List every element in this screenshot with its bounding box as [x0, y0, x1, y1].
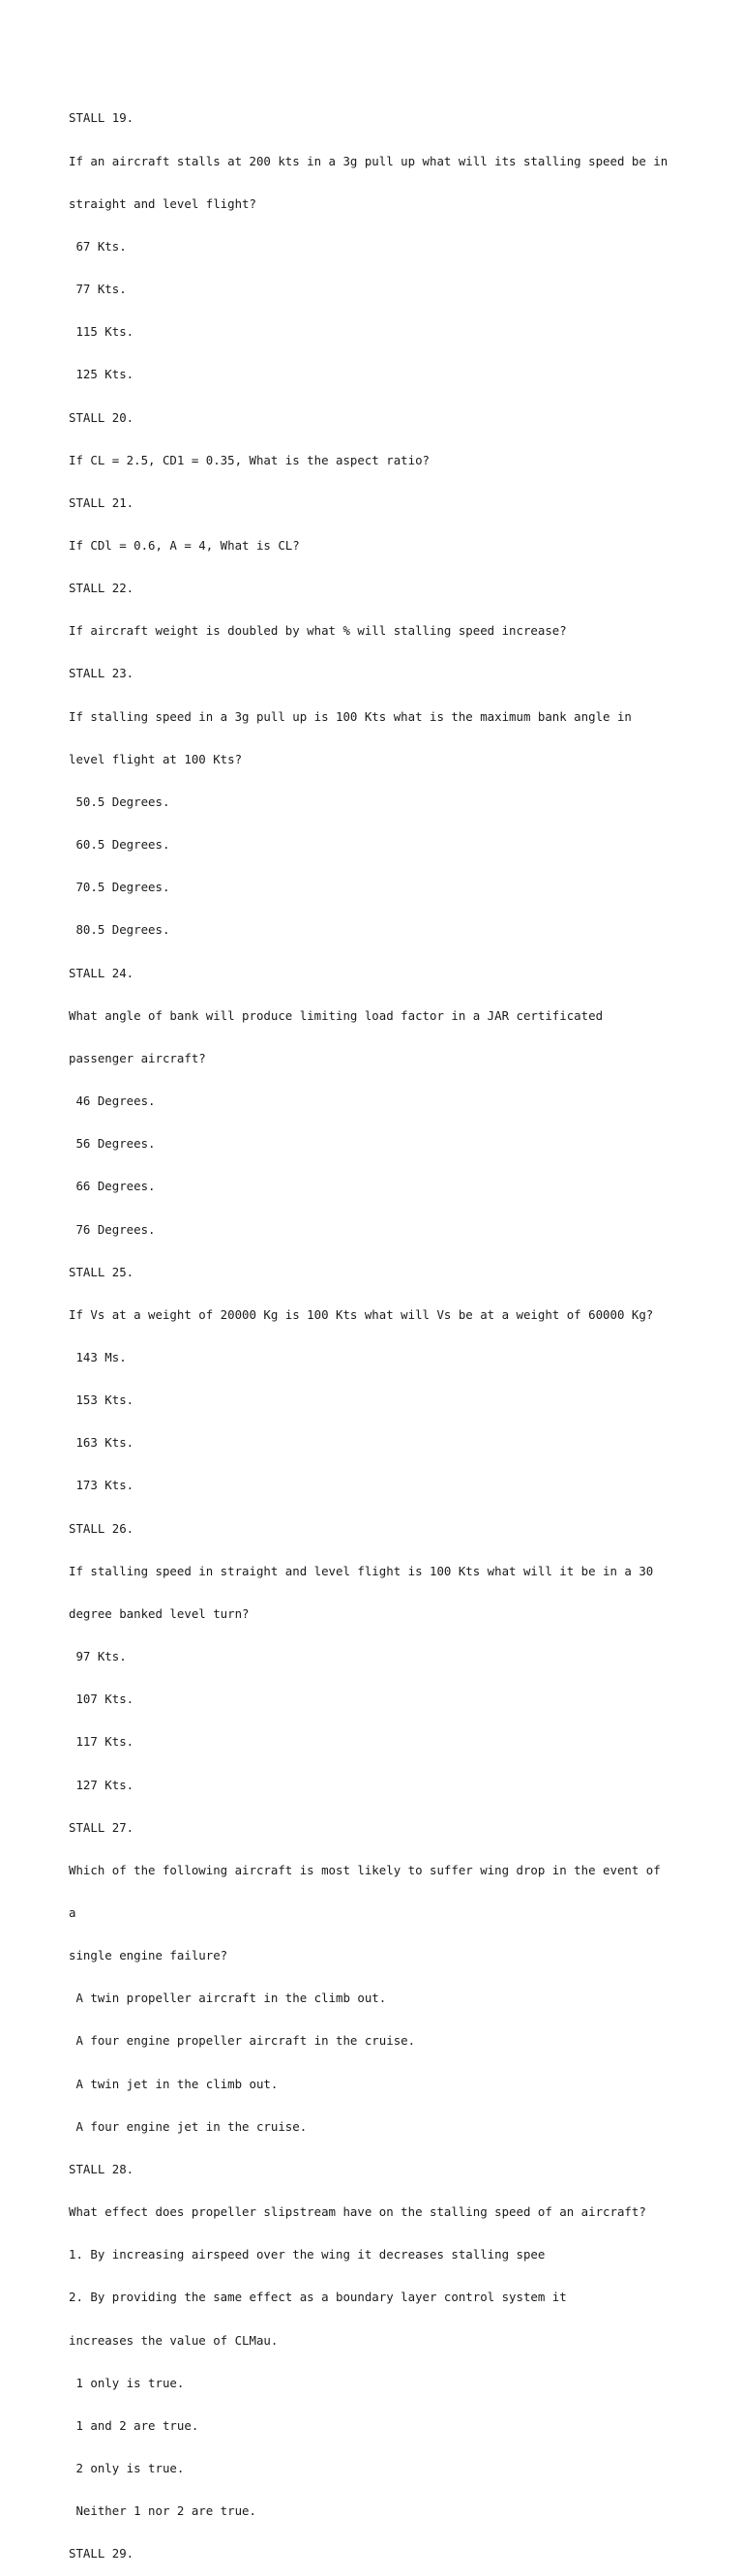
answer-option: 125 Kts.	[69, 367, 134, 382]
question-text: If CDl = 0.6, A = 4, What is CL?	[69, 538, 300, 553]
question-text: If stalling speed in straight and level flight is 100 Kts what will it be in a 30	[69, 1563, 654, 1578]
answer-option: 173 Kts.	[69, 1478, 134, 1493]
question-text: What angle of bank will produce limiting load factor in a JAR certificated	[69, 1007, 604, 1023]
answer-option: 153 Kts.	[69, 1393, 134, 1408]
answer-option: 107 Kts.	[69, 1692, 134, 1707]
answer-option: A twin propeller aircraft in the climb out.	[69, 1991, 387, 2006]
question-heading: STALL 29.	[69, 2546, 134, 2561]
answer-option: 76 Degrees.	[69, 1221, 156, 1237]
answer-option: 50.5 Degrees.	[69, 794, 170, 809]
answer-option: 2 only is true.	[69, 2461, 185, 2476]
question-heading: STALL 20.	[69, 409, 134, 425]
question-heading: STALL 25.	[69, 1264, 134, 1279]
answer-option: A four engine jet in the cruise.	[69, 2118, 308, 2134]
answer-option: 70.5 Degrees.	[69, 880, 170, 895]
question-heading: STALL 27.	[69, 1819, 134, 1835]
answer-option: 1 only is true.	[69, 2375, 185, 2390]
question-text: Which of the following aircraft is most likely to suffer wing drop in the event of	[69, 1862, 661, 1877]
answer-option: 80.5 Degrees.	[69, 922, 170, 938]
answer-option: 143 Ms.	[69, 1349, 127, 1364]
answer-option: 66 Degrees.	[69, 1179, 156, 1194]
question-heading: STALL 22.	[69, 581, 134, 596]
answer-option: 46 Degrees.	[69, 1093, 156, 1109]
answer-option: 127 Kts.	[69, 1777, 134, 1792]
question-text: If aircraft weight is doubled by what % will stalling speed increase?	[69, 623, 567, 639]
answer-option: 163 Kts.	[69, 1435, 134, 1451]
document-page	[69, 83, 727, 2576]
answer-option: 67 Kts.	[69, 238, 127, 254]
question-heading: STALL 26.	[69, 1520, 134, 1536]
question-heading: STALL 19.	[69, 110, 134, 126]
answer-option: 60.5 Degrees.	[69, 837, 170, 853]
answer-option: 115 Kts.	[69, 324, 134, 340]
question-statement: increases the value of CLMau.	[69, 2332, 279, 2348]
question-heading: STALL 24.	[69, 965, 134, 980]
question-heading: STALL 28.	[69, 2161, 134, 2176]
question-text: single engine failure?	[69, 1948, 228, 1963]
answer-option: A four engine propeller aircraft in the cruise.	[69, 2033, 416, 2049]
answer-option: 77 Kts.	[69, 282, 127, 297]
question-heading: STALL 21.	[69, 494, 134, 510]
question-text: What effect does propeller slipstream have on the stalling speed of an aircraft?	[69, 2204, 646, 2220]
question-text: If stalling speed in a 3g pull up is 100 Kts what is the maximum bank angle in	[69, 708, 632, 724]
question-text: passenger aircraft?	[69, 1050, 206, 1065]
answer-option: 117 Kts.	[69, 1734, 134, 1750]
question-text: If Vs at a weight of 20000 Kg is 100 Kts what will Vs be at a weight of 60000 Kg?	[69, 1306, 654, 1322]
question-statement: 2. By providing the same effect as a boundary layer control system it	[69, 2290, 567, 2305]
answer-option: 56 Degrees.	[69, 1136, 156, 1152]
answer-option: A twin jet in the climb out.	[69, 2076, 279, 2091]
question-text: a	[69, 1905, 76, 1920]
question-text: If CL = 2.5, CD1 = 0.35, What is the aspect ratio?	[69, 452, 430, 467]
answer-option: 97 Kts.	[69, 1649, 127, 1664]
question-text: If an aircraft stalls at 200 kts in a 3g pull up what will its stalling speed be in	[69, 153, 669, 168]
question-statement: 1. By increasing airspeed over the wing it decreases stalling spee	[69, 2247, 546, 2262]
question-heading: STALL 23.	[69, 666, 134, 681]
question-text: degree banked level turn?	[69, 1605, 250, 1621]
answer-option: 1 and 2 are true.	[69, 2417, 199, 2433]
answer-option: Neither 1 nor 2 are true.	[69, 2503, 256, 2519]
question-text: level flight at 100 Kts?	[69, 751, 243, 766]
question-text: straight and level flight?	[69, 195, 256, 211]
